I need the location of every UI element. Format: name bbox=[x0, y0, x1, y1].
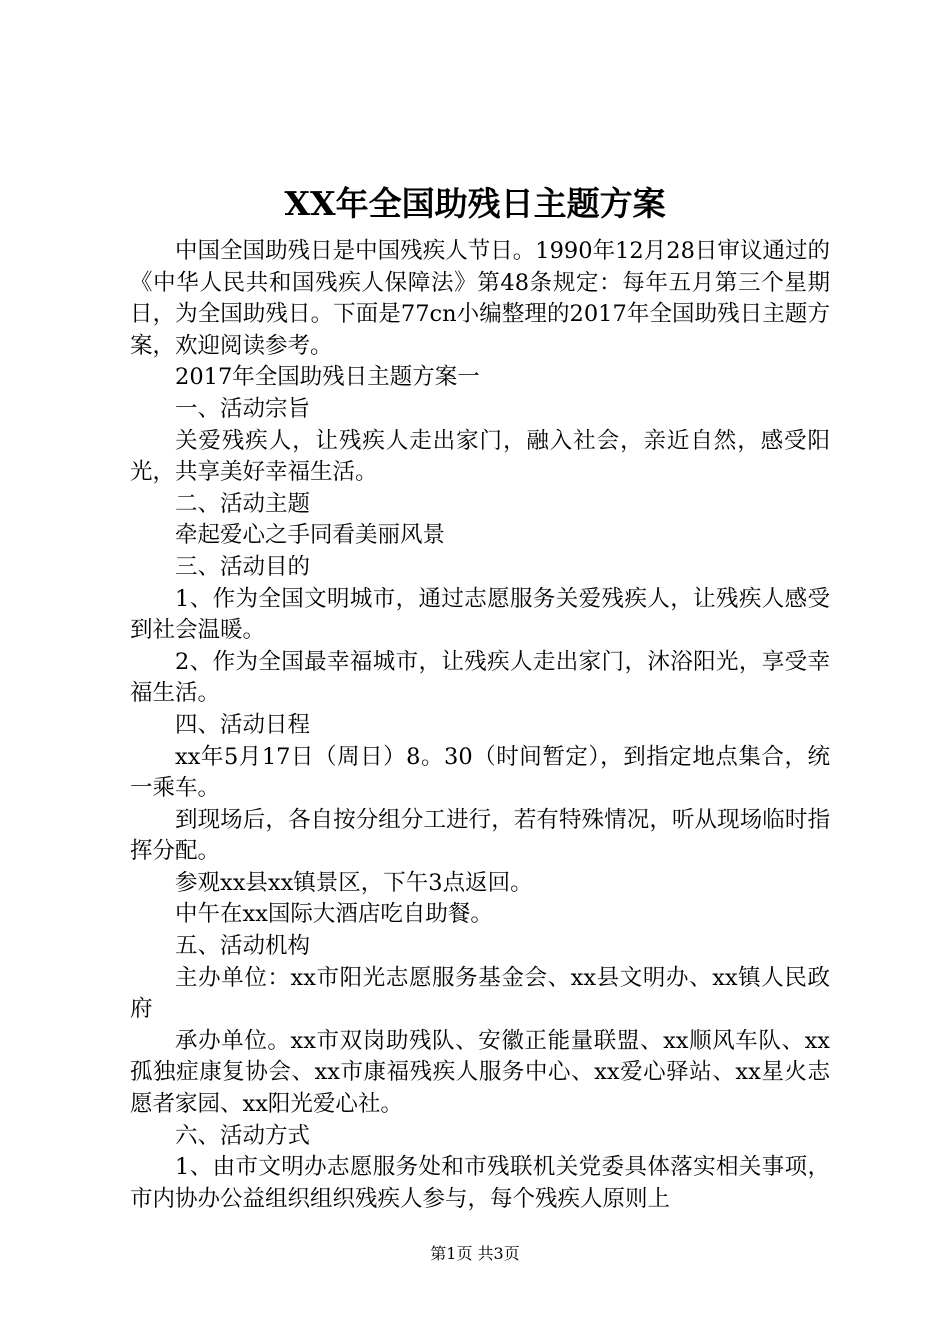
section-heading-method: 六、活动方式 bbox=[175, 1122, 311, 1149]
section-heading-purpose: 一、活动宗旨 bbox=[175, 395, 311, 422]
paragraph-organizer: 主办单位：xx市阳光志愿服务基金会、xx县文明办、xx镇人民政府 bbox=[130, 964, 830, 1023]
paragraph-method-1: 1、由市文明办志愿服务处和市残联机关党委具体落实相关事项，市内协办公益组织组织残疾人参与，每个残疾人原则上 bbox=[130, 1154, 830, 1212]
paragraph-goal-1: 1、作为全国文明城市，通过志愿服务关爱残疾人，让残疾人感受到社会温暖。 bbox=[130, 585, 830, 644]
paragraph-theme: 牵起爱心之手同看美丽风景 bbox=[175, 522, 446, 549]
paragraph-purpose: 关爱残疾人，让残疾人走出家门，融入社会，亲近自然，感受阳光，共享美好幸福生活。 bbox=[130, 427, 830, 486]
paragraph-intro: 中国全国助残日是中国残疾人节日。1990年12月28日审议通过的《中华人民共和国残疾人保障法》第48条规定：每年五月第三个星期日，为全国助残日。下面是77cn小编整理的2017年全国助残日主题方案，欢迎阅读参考。 bbox=[130, 238, 830, 359]
paragraph-plan-heading: 2017年全国助残日主题方案一 bbox=[175, 364, 480, 391]
paragraph-coorganizer: 承办单位。xx市双岗助残队、安徽正能量联盟、xx顺风车队、xx孤独症康复协会、xx市康福残疾人服务中心、xx爱心驿站、xx星火志愿者家园、xx阳光爱心社。 bbox=[130, 1027, 830, 1118]
paragraph-schedule-4: 中午在xx国际大酒店吃自助餐。 bbox=[175, 901, 493, 928]
page-number-footer: 第1页 共3页 bbox=[430, 1244, 520, 1263]
document-body bbox=[130, 236, 830, 1215]
document-title: XX年全国助残日主题方案 bbox=[284, 184, 666, 223]
paragraph-schedule-2: 到现场后，各自按分组分工进行，若有特殊情况，听从现场临时指挥分配。 bbox=[130, 806, 830, 865]
paragraph-schedule-3: 参观xx县xx镇景区，下午3点返回。 bbox=[175, 869, 533, 896]
paragraph-schedule-1: xx年5月17日（周日）8。30（时间暂定），到指定地点集合，统一乘车。 bbox=[130, 743, 830, 802]
section-heading-goal: 三、活动目的 bbox=[175, 553, 311, 580]
paragraph-goal-2: 2、作为全国最幸福城市，让残疾人走出家门，沐浴阳光，享受幸福生活。 bbox=[130, 648, 830, 707]
section-heading-schedule: 四、活动日程 bbox=[175, 711, 311, 738]
section-heading-organization: 五、活动机构 bbox=[175, 933, 311, 960]
section-heading-theme: 二、活动主题 bbox=[175, 490, 311, 517]
